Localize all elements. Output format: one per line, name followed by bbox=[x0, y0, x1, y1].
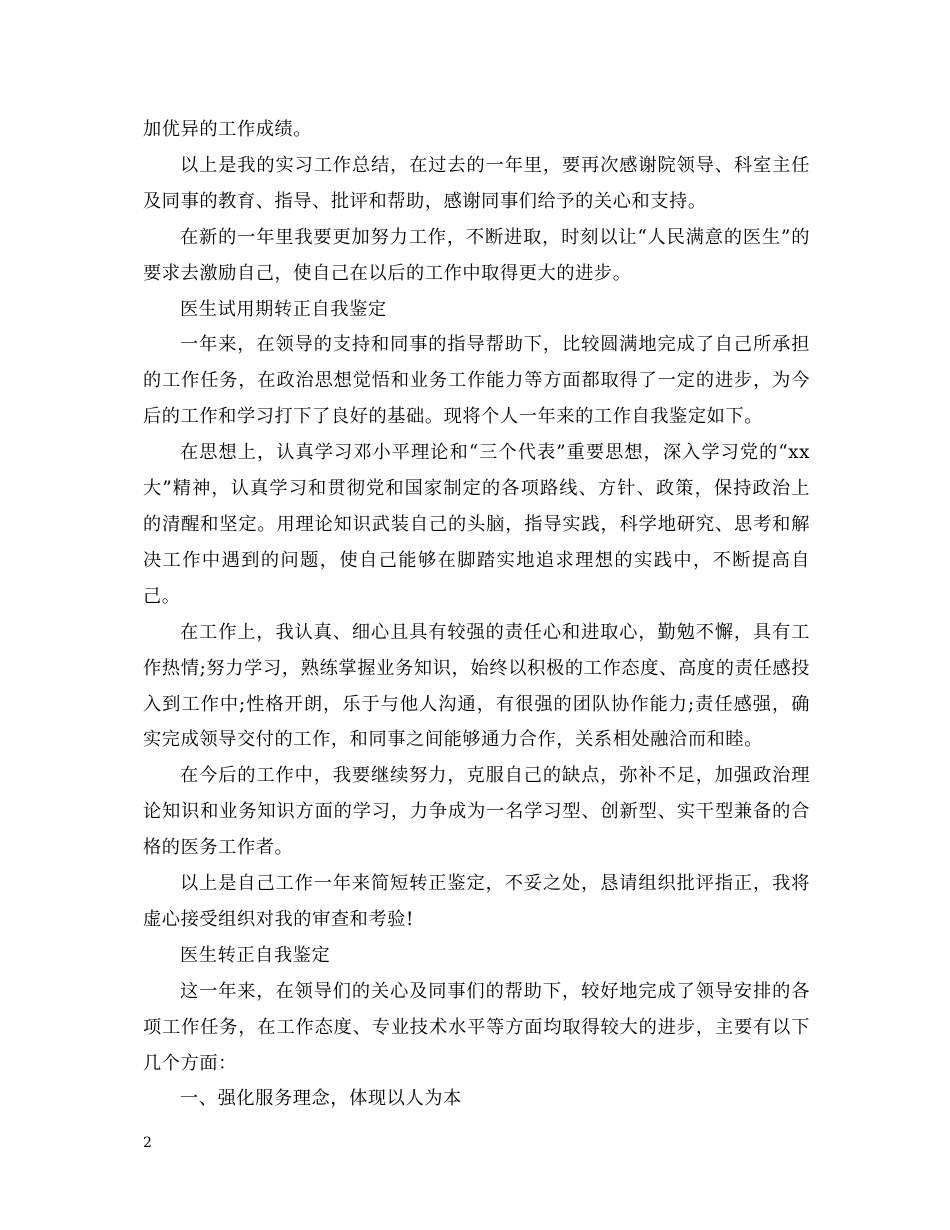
paragraph-year-overview: 一年来，在领导的支持和同事的指导帮助下，比较圆满地完成了自己所承担的工作任务，在政治思想觉悟和业务工作能力等方面都取得了一定的进步，为今后的工作和学习打下了良好的基础。现将个人一年来的工作自我鉴定如下。 bbox=[143, 334, 810, 428]
section-heading-probation-appraisal: 医生试用期转正自我鉴定 bbox=[180, 298, 387, 320]
paragraph-future-work: 在今后的工作中，我要继续努力，克服自己的缺点，弥补不足，加强政治理论知识和业务知识方面的学习，力争成为一名学习型、创新型、实干型兼备的合格的医务工作者。 bbox=[143, 765, 810, 859]
paragraph-new-year-goals: 在新的一年里我要更加努力工作，不断进取，时刻以让“人民满意的医生”的要求去激励自己，使自己在以后的工作中取得更大的进步。 bbox=[143, 226, 810, 284]
section-heading-doctor-appraisal: 医生转正自我鉴定 bbox=[180, 944, 331, 966]
subheading-service-concept: 一、强化服务理念，体现以人为本 bbox=[180, 1088, 462, 1110]
paragraph-ideology: 在思想上，认真学习邓小平理论和“三个代表”重要思想，深入学习党的“xx大”精神，认真学习和贯彻党和国家制定的各项路线、方针、政策，保持政治上的清醒和坚定。用理论知识武装自己的头脑，指导实践，科学地研究、思考和解决工作中遇到的问题，使自己能够在脚踏实地追求理想的实践中，不断提高自己。 bbox=[143, 442, 810, 607]
paragraph-closing: 以上是自己工作一年来简短转正鉴定，不妥之处，恳请组织批评指正，我将虚心接受组织对我的审查和考验! bbox=[143, 873, 810, 930]
document-body bbox=[143, 112, 810, 1117]
paragraph-year-progress: 这一年来，在领导们的关心及同事们的帮助下，较好地完成了领导安排的各项工作任务，在工作态度、专业技术水平等方面均取得较大的进步，主要有以下几个方面： bbox=[143, 980, 810, 1074]
paragraph-work-attitude: 在工作上，我认真、细心且具有较强的责任心和进取心，勤勉不懈，具有工作热情;努力学习，熟练掌握业务知识，始终以积极的工作态度、高度的责任感投入到工作中;性格开朗，乐于与他人沟通，有很强的团队协作能力;责任感强，确实完成领导交付的工作，和同事之间能够通力合作，关系相处融洽而和睦。 bbox=[143, 621, 810, 751]
paragraph-internship-summary: 以上是我的实习工作总结，在过去的一年里，要再次感谢院领导、科室主任及同事的教育、指导、批评和帮助，感谢同事们给予的关心和支持。 bbox=[143, 154, 810, 212]
paragraph-continuation: 加优异的工作成绩。 bbox=[143, 119, 313, 140]
page-number: 2 bbox=[143, 1135, 152, 1151]
